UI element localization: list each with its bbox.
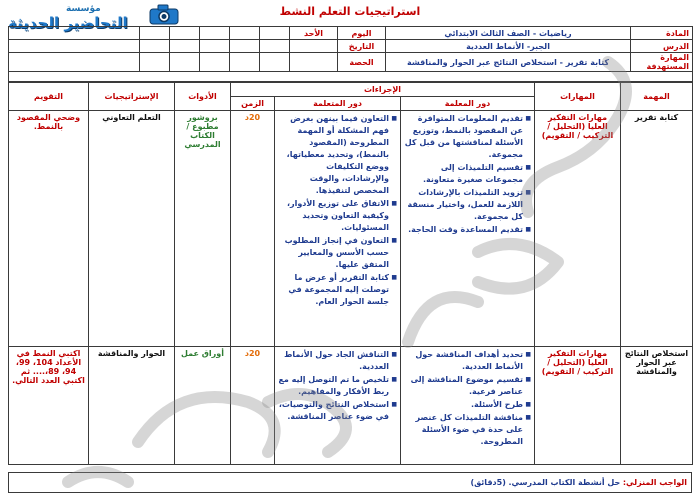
row-student-role [275,111,401,347]
list-item: ■ تقديم المعلومات المتوافرة عن المقصود بالنمط، وتوزيع الأسئلة لمناقشتها من قبل كل مجموعة. [404,113,531,161]
brand-logo-main: التحاضير الحديثة [8,14,128,32]
date-cell [170,40,200,53]
row-time: 20د [231,347,275,465]
table-row [9,347,693,465]
date-cell [260,40,290,53]
procedures-table [8,82,693,465]
list-item: ■ التعاون في إنجاز المطلوب حسب الأسس والمعايير المتفق عليها. [278,235,397,271]
row-tools: بروشور مطبوع / الكتاب المدرسي [175,111,231,347]
row-strategy: التعلم التعاوني [89,111,175,347]
date-cell [9,40,140,53]
homework-text: حل أنشطة الكتاب المدرسي. [508,478,621,487]
col-time: الزمن [231,97,275,111]
date-cell [230,40,260,53]
homework-cell [9,473,692,493]
homework-label: الواجب المنزلي: [622,478,687,487]
list-item: ■ تقديم المساعدة وقت الحاجة. [404,224,531,236]
row-time: 20د [231,111,275,347]
brand-logo-top: مؤسسة [66,4,101,14]
col-tools: الأدوات [175,83,231,111]
date-cell [200,40,230,53]
list-item: ■ تحديد أهداف المناقشة حول الأنماط العددية. [404,349,531,373]
row-teacher-role [401,111,535,347]
date-cell [140,40,170,53]
period-cell [170,53,200,72]
day-cell [260,27,290,40]
row-skills: مهارات التفكير العليا (التحليل / التركيب / التقويم) [535,111,621,347]
subject-value: رياضيات - الصف الثالث الابتدائي [386,27,631,40]
row-task: استخلاص النتائج عبر الحوار والمناقشة [621,347,693,465]
row-evaluation: وضحي المقصود بالنمط. [9,111,89,347]
col-strategies: الإستراتيجيات [89,83,175,111]
period-cell [230,53,260,72]
period-cell [290,53,338,72]
list-item: ■ تلخيص ما تم التوصل إليه مع ربط الأفكار والمفاهيم. [278,374,397,398]
list-item: ■ مناقشة التلميذات كل عنصر على حدة في ضوء الأسئلة المطروحة. [404,412,531,448]
period-cell [260,53,290,72]
col-skills: المهارات [535,83,621,111]
lesson-plan-sheet [8,2,692,496]
row-skills: مهارات التفكير العليا (التحليل / التركيب / التقويم) [535,347,621,465]
day-cell [140,27,170,40]
list-item: ■ تزويد التلميذات بالإرشادات اللازمة للعمل، واختيار منسقة كل مجموعة. [404,187,531,223]
target-skill-label: المهارة المستهدفة [631,53,693,72]
list-item: ■ تقسيم موضوع المناقشة إلى عناصر فرعية. [404,374,531,398]
period-label: الحصة [338,53,386,72]
homework-table [8,472,692,493]
day-cell [170,27,200,40]
row-tools: أوراق عمل [175,347,231,465]
period-cell [9,53,140,72]
list-item: ■ التناقش الجاد حول الأنماط العددية. [278,349,397,373]
header-spacer [9,72,693,82]
day-cell [230,27,260,40]
header-table [8,26,693,82]
period-cell [140,53,170,72]
table-row [9,111,693,347]
list-item: ■ تقسيم التلميذات إلى مجموعات صغيرة متعاونة. [404,162,531,186]
homework-time: (5دقائق) [470,478,506,487]
period-cell [200,53,230,72]
day-label: اليوم [338,27,386,40]
row-task: كتابة تقرير [621,111,693,347]
list-item: ■ التعاون فيما بينهن بغرض فهم المشكلة أو المهمة المطروحة (المقصود بالنمط)، وتحديد معطياتها، ووضع التكليفات والإرشادات، والوقت المخصص لتنفيذها. [278,113,397,197]
date-cell [290,40,338,53]
col-teacher-role: دور المعلمة [401,97,535,111]
day-cell [9,27,140,40]
page-title: استراتيجيات التعلم النشط [279,5,421,18]
day-value: الأحد [290,27,338,40]
row-student-role [275,347,401,465]
list-item: ■ استخلاص النتائج والتوصيات، في ضوء عناصر المناقشة. [278,399,397,423]
col-task: المهمة [621,83,693,111]
col-student-role: دور المتعلمة [275,97,401,111]
list-item: ■ طرح الأسئلة. [404,399,531,411]
col-procedures: الإجراءات [231,83,535,97]
list-item: ■ كتابة التقرير أو عرض ما توصلت إليه المجموعة في جلسة الحوار العام. [278,272,397,308]
col-evaluation: التقويم [9,83,89,111]
row-teacher-role [401,347,535,465]
date-label: التاريخ [338,40,386,53]
lesson-value: الجبر- الأنماط العددية [386,40,631,53]
subject-label: المادة [631,27,693,40]
row-strategy: الحوار والمناقشة [89,347,175,465]
target-skill-value: كتابة تقرير - استخلاص النتائج عبر الحوار والمناقشة [386,53,631,72]
lesson-label: الدرس [631,40,693,53]
list-item: ■ الاتفاق على توزيع الأدوار، وكيفية التعاون وتحديد المسئوليات. [278,198,397,234]
row-evaluation: اكتبي النمط في الأعداد 104، 99، 94، 89،.... ثم اكتبي العدد التالي. [9,347,89,465]
day-cell [200,27,230,40]
